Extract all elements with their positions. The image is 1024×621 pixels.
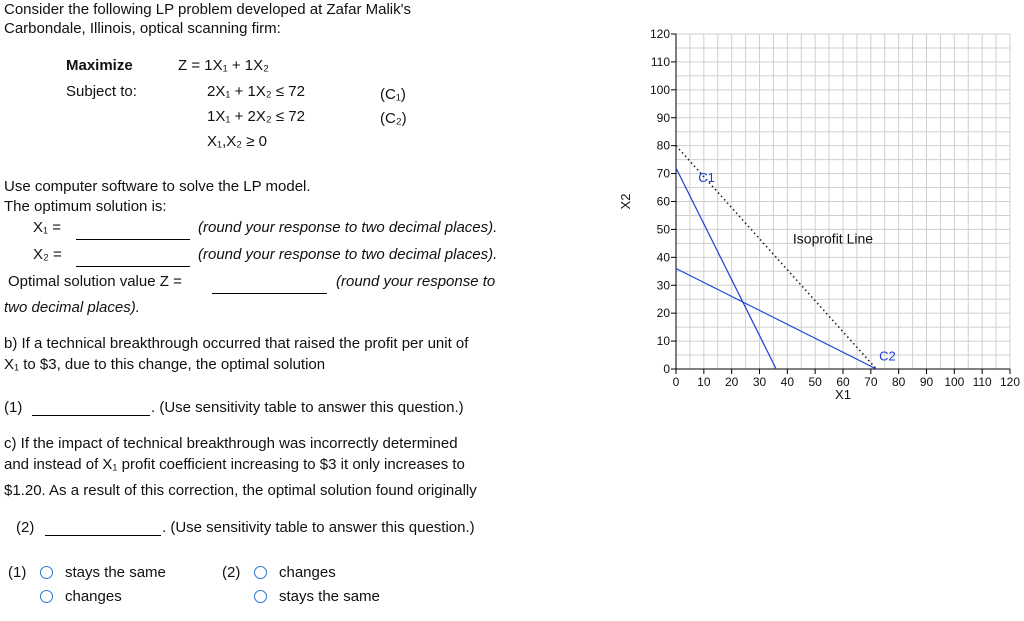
maximize-label: Maximize: [66, 57, 133, 74]
x-tick-label: 120: [999, 375, 1021, 389]
choice-1-changes-label: changes: [65, 588, 122, 605]
subject-to-label: Subject to:: [66, 83, 137, 100]
part-c-note: . (Use sensitivity table to answer this question.): [162, 519, 475, 536]
x-tick-label: 20: [724, 375, 739, 389]
intro-line-2: Carbondale, Illinois, optical scanning firm:: [4, 20, 281, 37]
z-round-note-2: two decimal places).: [4, 299, 140, 316]
x-tick-label: 10: [697, 375, 711, 389]
x-tick-label: 50: [808, 375, 822, 389]
annotation-isoprofit-line: Isoprofit Line: [792, 230, 874, 247]
part-b-note: . (Use sensitivity table to answer this question.): [151, 399, 464, 416]
part-c-line-3: $1.20. As a result of this correction, the optimal solution found originally: [4, 482, 477, 499]
y-tick-label: 50: [656, 222, 670, 237]
z-round-note: (round your response to: [336, 273, 496, 290]
y-tick-label: 0: [663, 362, 670, 376]
blank-1-answer[interactable]: [32, 401, 150, 416]
y-tick-label: 110: [650, 54, 670, 69]
choice-group-2-label: (2): [222, 564, 241, 581]
x-tick-label: 30: [752, 375, 767, 389]
series-line-c2: [676, 269, 876, 370]
x1-answer-input[interactable]: [76, 225, 190, 240]
part-b-line-1: b) If a technical breakthrough occurred that raised the profit per unit of: [4, 335, 469, 352]
x2-label: X₂ =: [33, 246, 62, 263]
intro-line-1: Consider the following LP problem developed at Zafar Malik's: [4, 1, 411, 18]
x2-answer-input[interactable]: [76, 252, 190, 267]
annotation-c1: C1: [698, 169, 715, 185]
z-label: Optimal solution value Z =: [8, 273, 182, 290]
x-tick-label: 40: [780, 375, 795, 389]
constraint-c1: 2X₁ + 1X₂ ≤ 72: [207, 83, 305, 100]
choice-1-stays-same[interactable]: [40, 564, 166, 581]
y-axis-label: X2: [618, 193, 633, 210]
instruction-text: Use computer software to solve the LP model.: [4, 178, 311, 195]
y-tick-label: 100: [649, 82, 670, 97]
y-tick-label: 20: [656, 306, 670, 321]
x-tick-label: 110: [972, 375, 992, 389]
series-line-c1: [676, 168, 776, 369]
choice-2-changes-label: changes: [279, 564, 336, 581]
radio-icon[interactable]: [254, 590, 267, 603]
nonnegativity: X₁,X₂ ≥ 0: [207, 133, 267, 150]
y-tick-label: 80: [656, 138, 670, 153]
x2-round-note: (round your response to two decimal places).: [198, 246, 498, 263]
blank-2-label: (2): [16, 519, 35, 536]
z-answer-input[interactable]: [212, 279, 327, 294]
y-tick-label: 30: [656, 278, 670, 293]
choice-2-changes[interactable]: [254, 564, 336, 581]
constraint-c1-tag: (C₁): [380, 86, 406, 103]
annotation-c2: C2: [879, 348, 896, 364]
part-c-line-2: and instead of X₁ profit coefficient increasing to $3 it only increases to: [4, 456, 465, 473]
y-tick-label: 70: [656, 166, 670, 181]
constraint-c2: 1X₁ + 2X₂ ≤ 72: [207, 108, 305, 125]
radio-icon[interactable]: [40, 566, 53, 579]
y-tick-label: 60: [656, 194, 670, 209]
radio-icon[interactable]: [254, 566, 267, 579]
choice-2-stays-same-label: stays the same: [279, 588, 380, 605]
y-tick-label: 40: [656, 250, 670, 265]
x-tick-label: 70: [864, 375, 878, 389]
choice-group-1-label: (1): [8, 564, 27, 581]
x1-round-note: (round your response to two decimal places).: [198, 219, 498, 236]
x-tick-label: 100: [944, 375, 965, 389]
part-c-line-1: c) If the impact of technical breakthrough was incorrectly determined: [4, 435, 458, 452]
choice-1-stays-same-label: stays the same: [65, 564, 166, 581]
lp-graph: [600, 20, 1024, 410]
x-tick-label: 60: [836, 375, 850, 389]
blank-1-label: (1): [4, 399, 23, 416]
part-b-line-2: X₁ to $3, due to this change, the optimal solution: [4, 356, 326, 373]
x-tick-label: 80: [891, 375, 906, 389]
optimum-text: The optimum solution is:: [4, 198, 167, 215]
y-tick-label: 10: [656, 334, 670, 349]
y-tick-label: 90: [656, 110, 670, 125]
y-tick-label: 120: [649, 27, 670, 41]
x1-label: X₁ =: [33, 219, 61, 236]
x-axis-label: X1: [835, 387, 851, 402]
objective-function: Z = 1X₁ + 1X₂: [178, 57, 269, 74]
radio-icon[interactable]: [40, 590, 53, 603]
blank-2-answer[interactable]: [45, 521, 161, 536]
x-tick-label: 0: [672, 375, 680, 389]
choice-2-stays-same[interactable]: [254, 588, 380, 605]
x-tick-label: 90: [919, 375, 934, 389]
constraint-c2-tag: (C₂): [380, 110, 407, 127]
choice-1-changes[interactable]: [40, 588, 122, 605]
